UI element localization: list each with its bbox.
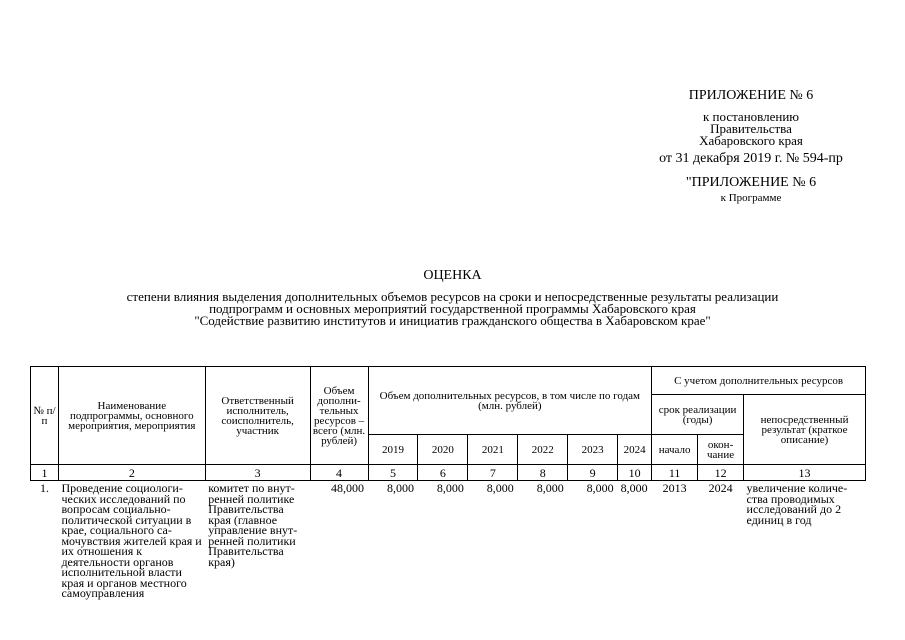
appendix-government: Правительства <box>710 121 792 136</box>
appendix-to-program: к Программе <box>720 192 782 204</box>
header-volume: Объем дополни- тельных ресурсов – всего (млн. рублей) <box>310 367 368 465</box>
appendix-date: от 31 декабря 2019 г. № 594-пр <box>659 151 843 166</box>
assessment-table <box>30 366 866 601</box>
heading-line-2: подпрограмм и основных мероприятий государственной программы Хабаровского края <box>209 301 696 316</box>
index-cell: 5 <box>368 465 418 481</box>
row-2024: 8,000 <box>620 481 648 495</box>
index-cell: 4 <box>310 465 368 481</box>
row-2019: 8,000 <box>386 481 414 495</box>
document-heading <box>40 270 865 327</box>
index-cell: 10 <box>618 465 652 481</box>
appendix-title-2: "ПРИЛОЖЕНИЕ № 6 <box>685 175 817 190</box>
row-name: Проведение социологи- ческих исследований по вопросам социально- политической ситуации в крае, социального са- мочувствия жителей края и их отношения к деятельности органов исполнительной власти края и органов местного самоуправления <box>61 481 202 600</box>
index-cell: 1 <box>31 465 59 481</box>
header-year-2021: 2021 <box>468 435 518 465</box>
index-cell: 11 <box>652 465 698 481</box>
heading-title: ОЦЕНКА <box>423 268 482 283</box>
row-total: 48,000 <box>331 481 365 495</box>
index-cell: 8 <box>518 465 568 481</box>
header-term: срок реализации (годы) <box>652 395 744 435</box>
row-2022: 8,000 <box>536 481 564 495</box>
row-executor: комитет по внут- ренней политике Правительства края (главное управление внут- ренней политики Правительства края) <box>208 481 298 569</box>
header-result: непосредственный результат (краткое описание) <box>744 395 866 465</box>
header-volume-by-year: Объем дополнительных ресурсов, в том числе по годам (млн. рублей) <box>368 367 652 435</box>
header-year-2019: 2019 <box>368 435 418 465</box>
index-cell: 3 <box>205 465 310 481</box>
index-cell: 9 <box>568 465 618 481</box>
header-name: Наименование подпрограммы, основного мероприятия, мероприятия <box>58 367 205 465</box>
row-2023: 8,000 <box>586 481 614 495</box>
table-row <box>31 481 866 601</box>
index-cell: 6 <box>418 465 468 481</box>
header-year-2023: 2023 <box>568 435 618 465</box>
index-cell: 12 <box>698 465 744 481</box>
row-2020: 8,000 <box>436 481 464 495</box>
header-year-2024: 2024 <box>618 435 652 465</box>
header-num: № п/п <box>31 367 59 465</box>
header-start: начало <box>652 435 698 465</box>
appendix-title: ПРИЛОЖЕНИЕ № 6 <box>688 88 814 103</box>
header-year-2022: 2022 <box>518 435 568 465</box>
row-result: увеличение количе- ства проводимых исследований до 2 единиц в год <box>746 481 848 527</box>
index-cell: 2 <box>58 465 205 481</box>
appendix-region: Хабаровского края <box>699 133 803 148</box>
header-executor: Ответственный исполнитель, соисполнитель, участник <box>205 367 310 465</box>
row-end: 2024 <box>708 481 733 495</box>
row-start: 2013 <box>662 481 687 495</box>
appendix-block <box>640 90 862 204</box>
index-cell: 7 <box>468 465 518 481</box>
header-with-resources: С учетом дополнительных ресурсов <box>652 367 866 395</box>
row-2021: 8,000 <box>486 481 514 495</box>
header-year-2020: 2020 <box>418 435 468 465</box>
index-cell: 13 <box>744 465 866 481</box>
heading-line-1: степени влияния выделения дополнительных объемов ресурсов на сроки и непосредственные результаты реализации <box>126 289 779 304</box>
appendix-to-resolution: к постановлению <box>702 109 800 124</box>
header-end: окон- чание <box>698 435 744 465</box>
heading-line-3: "Содействие развитию институтов и инициатив гражданского общества в Хабаровском крае" <box>194 313 711 328</box>
row-num: 1. <box>39 481 49 495</box>
